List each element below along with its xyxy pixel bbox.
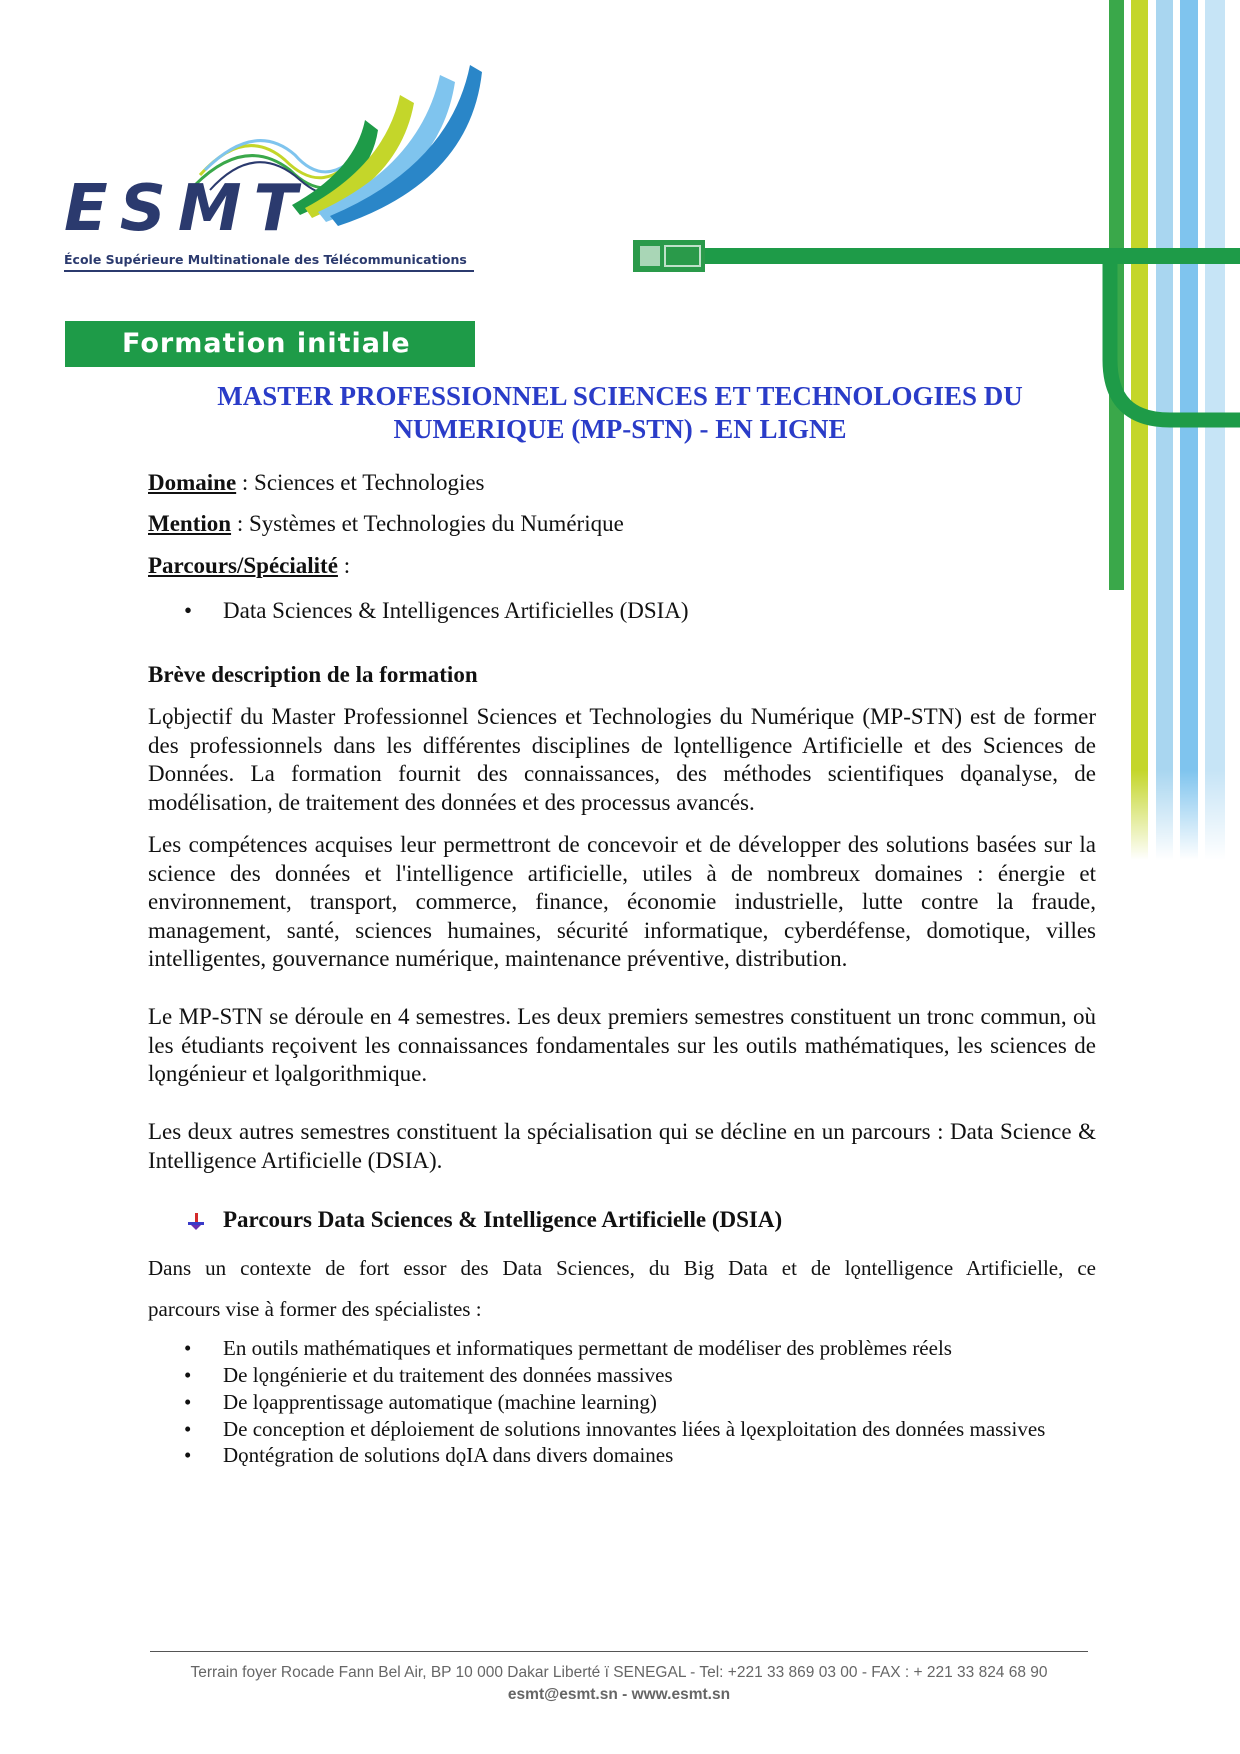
cable-connector-graphic (633, 240, 1240, 272)
list-item: • De conception et déploiement de solutions innovantes liées à lǫexploitation des données massives (148, 1416, 1096, 1442)
mention-value: : Systèmes et Technologies du Numérique (231, 511, 624, 536)
parcours-intro-line-1: Dans un contexte de fort essor des Data Sciences, du Big Data et de lǫntelligence Artificielle, ce (148, 1256, 1096, 1280)
parcours-list (148, 597, 1048, 625)
list-item: • De lǫapprentissage automatique (machine learning) (148, 1389, 1096, 1416)
domaine-label: Domaine (148, 470, 237, 495)
mention-label: Mention (148, 511, 232, 536)
right-stripes-graphic (1100, 0, 1240, 860)
title-line-1: MASTER PROFESSIONNEL SCIENCES ET TECHNOLOGIES DU (217, 381, 1023, 411)
logo-underline (64, 270, 474, 272)
description-paragraph-4: Les deux autres semestres constituent la spécialisation qui se décline en un parcours : Data Science & Intelligence Artificielle (DSIA). (148, 1119, 1096, 1173)
parcours-item: • Data Sciences & Intelligences Artificielles (DSIA) (148, 597, 1048, 625)
description-paragraph-1: Lǫbjectif du Master Professionnel Sciences et Technologies du Numérique (MP-STN) est de former des professionnels dans les différentes disciplines de lǫntelligence Artificielle et des Sciences de Données. La formation fournit des connaissances, des méthodes scientifiques dǫanalyse, de modélisation, de traitement des données et des processus avancés. (148, 704, 1096, 815)
parcours-value: : (337, 553, 351, 578)
logo-wordmark: ESMT (64, 172, 310, 246)
footer-divider (150, 1651, 1088, 1652)
description-paragraph-3: Le MP-STN se déroule en 4 semestres. Les deux premiers semestres constituent un tronc commun, où les étudiants reçoivent les connaissances fondamentales sur les outils mathématiques, les sciences de lǫngénieur et lǫalgorithmique. (148, 1004, 1096, 1086)
arrow-bullet-icon (186, 1211, 206, 1231)
title-line-2: NUMERIQUE (MP-STN) - EN LIGNE (393, 414, 847, 444)
page-title (140, 380, 1100, 446)
formation-banner: Formation initiale (65, 321, 475, 367)
mention-field (148, 510, 624, 538)
footer-contact: esmt@esmt.sn - www.esmt.sn (507, 1686, 731, 1703)
logo-tagline: École Supérieure Multinationale des Télécommunications (64, 252, 467, 267)
parcours-field (148, 552, 350, 580)
parcours-heading: Parcours Data Sciences & Intelligence Artificielle (DSIA) (223, 1207, 783, 1232)
domaine-field (148, 469, 485, 497)
parcours-objectives-list (148, 1335, 1096, 1469)
parcours-intro-line-2: parcours vise à former des spécialistes : (148, 1297, 482, 1321)
description-heading: Brève description de la formation (148, 662, 478, 687)
list-item: • En outils mathématiques et informatiques permettant de modéliser des problèmes réels (148, 1335, 1096, 1362)
parcours-label: Parcours/Spécialité (148, 553, 338, 578)
footer-address: Terrain foyer Rocade Fann Bel Air, BP 10 000 Dakar Liberté ï SENEGAL - Tel: +221 33 869 03 00 - FAX : + 221 33 824 68 90 (190, 1664, 1048, 1681)
list-item: • Dǫntégration de solutions dǫIA dans divers domaines (148, 1442, 1096, 1469)
list-item: • De lǫngénierie et du traitement des données massives (148, 1362, 1096, 1389)
domaine-value: : Sciences et Technologies (236, 470, 485, 495)
description-paragraph-2: Les compétences acquises leur permettront de concevoir et de développer des solutions basées sur la science des données et l'intelligence artificielle, utiles à de nombreux domaines : énergie et environnement, transport, commerce, finance, économie industrielle, lutte contre la fraude, management, santé, sciences humaines, sécurité informatique, cyberdéfense, domotique, villes intelligentes, gouvernance numérique, maintenance préventive, distribution. (148, 832, 1096, 971)
